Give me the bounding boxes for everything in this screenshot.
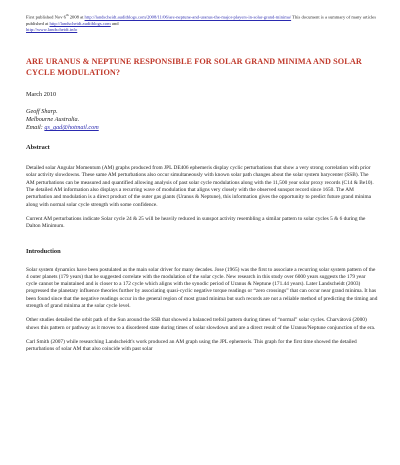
blog-link[interactable]: http://landscheidt.auditblogs.com bbox=[49, 20, 111, 26]
header-sup: th bbox=[65, 13, 69, 17]
author-block bbox=[26, 108, 378, 132]
website-link[interactable]: http://www.landscheidt.info bbox=[26, 26, 78, 32]
introduction-paragraph-1: Solar system dynamics have been postulated as the main solar driver for many decades. Jose (1965) was the first to associate a recurring solar system pattern of the 4 outer planets (179 years) that he suggested correlate with the modulation of the solar cycle. New research in this study over 6000 years suggests the 179 year cycle cannot be maintained and is closer to a 172 cycle which aligns with the synodic period of Uranus & Neptune (171.44 years). Later Landscheidt (2003) progressed the planetary influence theories further by associating quasi-cyclic negative torque readings or “zero crossings” that can occur near grand minima. It has been found since that the negative readings occur in the general region of most grand minima but such records are not a reliable method of predicting the timing and strength of grand minima at the solar cycle level. bbox=[26, 266, 378, 309]
source-article-link[interactable]: http://landscheidt.auditblogs.com/2008/11/06/are-neptune-and-uranus-the-major-players-in-solar-grand-minima/ bbox=[84, 14, 292, 20]
document-title: ARE URANUS & NEPTUNE RESPONSIBLE FOR SOLAR GRAND MINIMA AND SOLAR CYCLE MODULATION? bbox=[26, 57, 362, 78]
introduction-heading: Introduction bbox=[26, 247, 61, 255]
header-and: and bbox=[110, 20, 119, 26]
abstract-heading: Abstract bbox=[26, 144, 50, 152]
introduction-paragraph-3: Carl Smith (2007) while researching Landscheidt's work produced an AM graph using the JPL ephemeris. This graph for the first time showed the detailed perturbations of solar AM that also coincide with past solar bbox=[26, 338, 357, 353]
publication-header bbox=[26, 12, 378, 33]
email-label: Email: bbox=[26, 124, 45, 132]
author-email-line bbox=[26, 124, 378, 132]
author-email-link[interactable]: gs_gad@hotmail.com bbox=[44, 124, 99, 132]
author-name: Geoff Sharp. bbox=[26, 108, 58, 116]
introduction-paragraph-2: Other studies detailed the orbit path of the Sun around the SSB that showed a balanced trefoil pattern during times of “normal” solar cycles. Charvátová (2000) shows this pattern or pathway as it moves to a disordered state during times of solar slowdown and are a direct result of the Uranus/Neptune conjunction of the era. bbox=[26, 317, 376, 331]
abstract-paragraph-1: Detailed solar Angular Momentum (AM) graphs produced from JPL DE406 ephemeris display cyclic perturbations that show a very strong correlation with prior solar activity slowdowns. These same AM perturbations also occur simultaneously with known solar path changes about the solar system barycenter (SSB). The AM perturbations can be measured and quantified allowing analysis of past solar cycle modulations along with the 11,500 year solar proxy records (C14 & Be10). The detailed AM information also displays a recurring wave of modulation that aligns very closely with the observed sunspot record since 1650. The AM perturbation and modulation is a direct product of the outer gas giants (Uranus & Neptune), this information gives the opportunity to predict future grand minima along with normal solar cycle strength with some confidence. bbox=[26, 165, 374, 208]
header-text-2: 2008 at bbox=[68, 14, 85, 20]
document-date: March 2010 bbox=[26, 91, 57, 99]
author-location: Melbourne Australia. bbox=[26, 116, 80, 124]
header-text-3: This document is a summary of many articles published at bbox=[26, 14, 376, 26]
document-page bbox=[26, 12, 378, 353]
header-text-1: First published Nov 6 bbox=[26, 14, 66, 20]
abstract-paragraph-2: Current AM perturbations indicate Solar cycle 24 & 25 will be heavily reduced in sunspot activity resembling a similar pattern to solar cycles 5 & 6 during the Dalton Minimum. bbox=[26, 215, 366, 230]
